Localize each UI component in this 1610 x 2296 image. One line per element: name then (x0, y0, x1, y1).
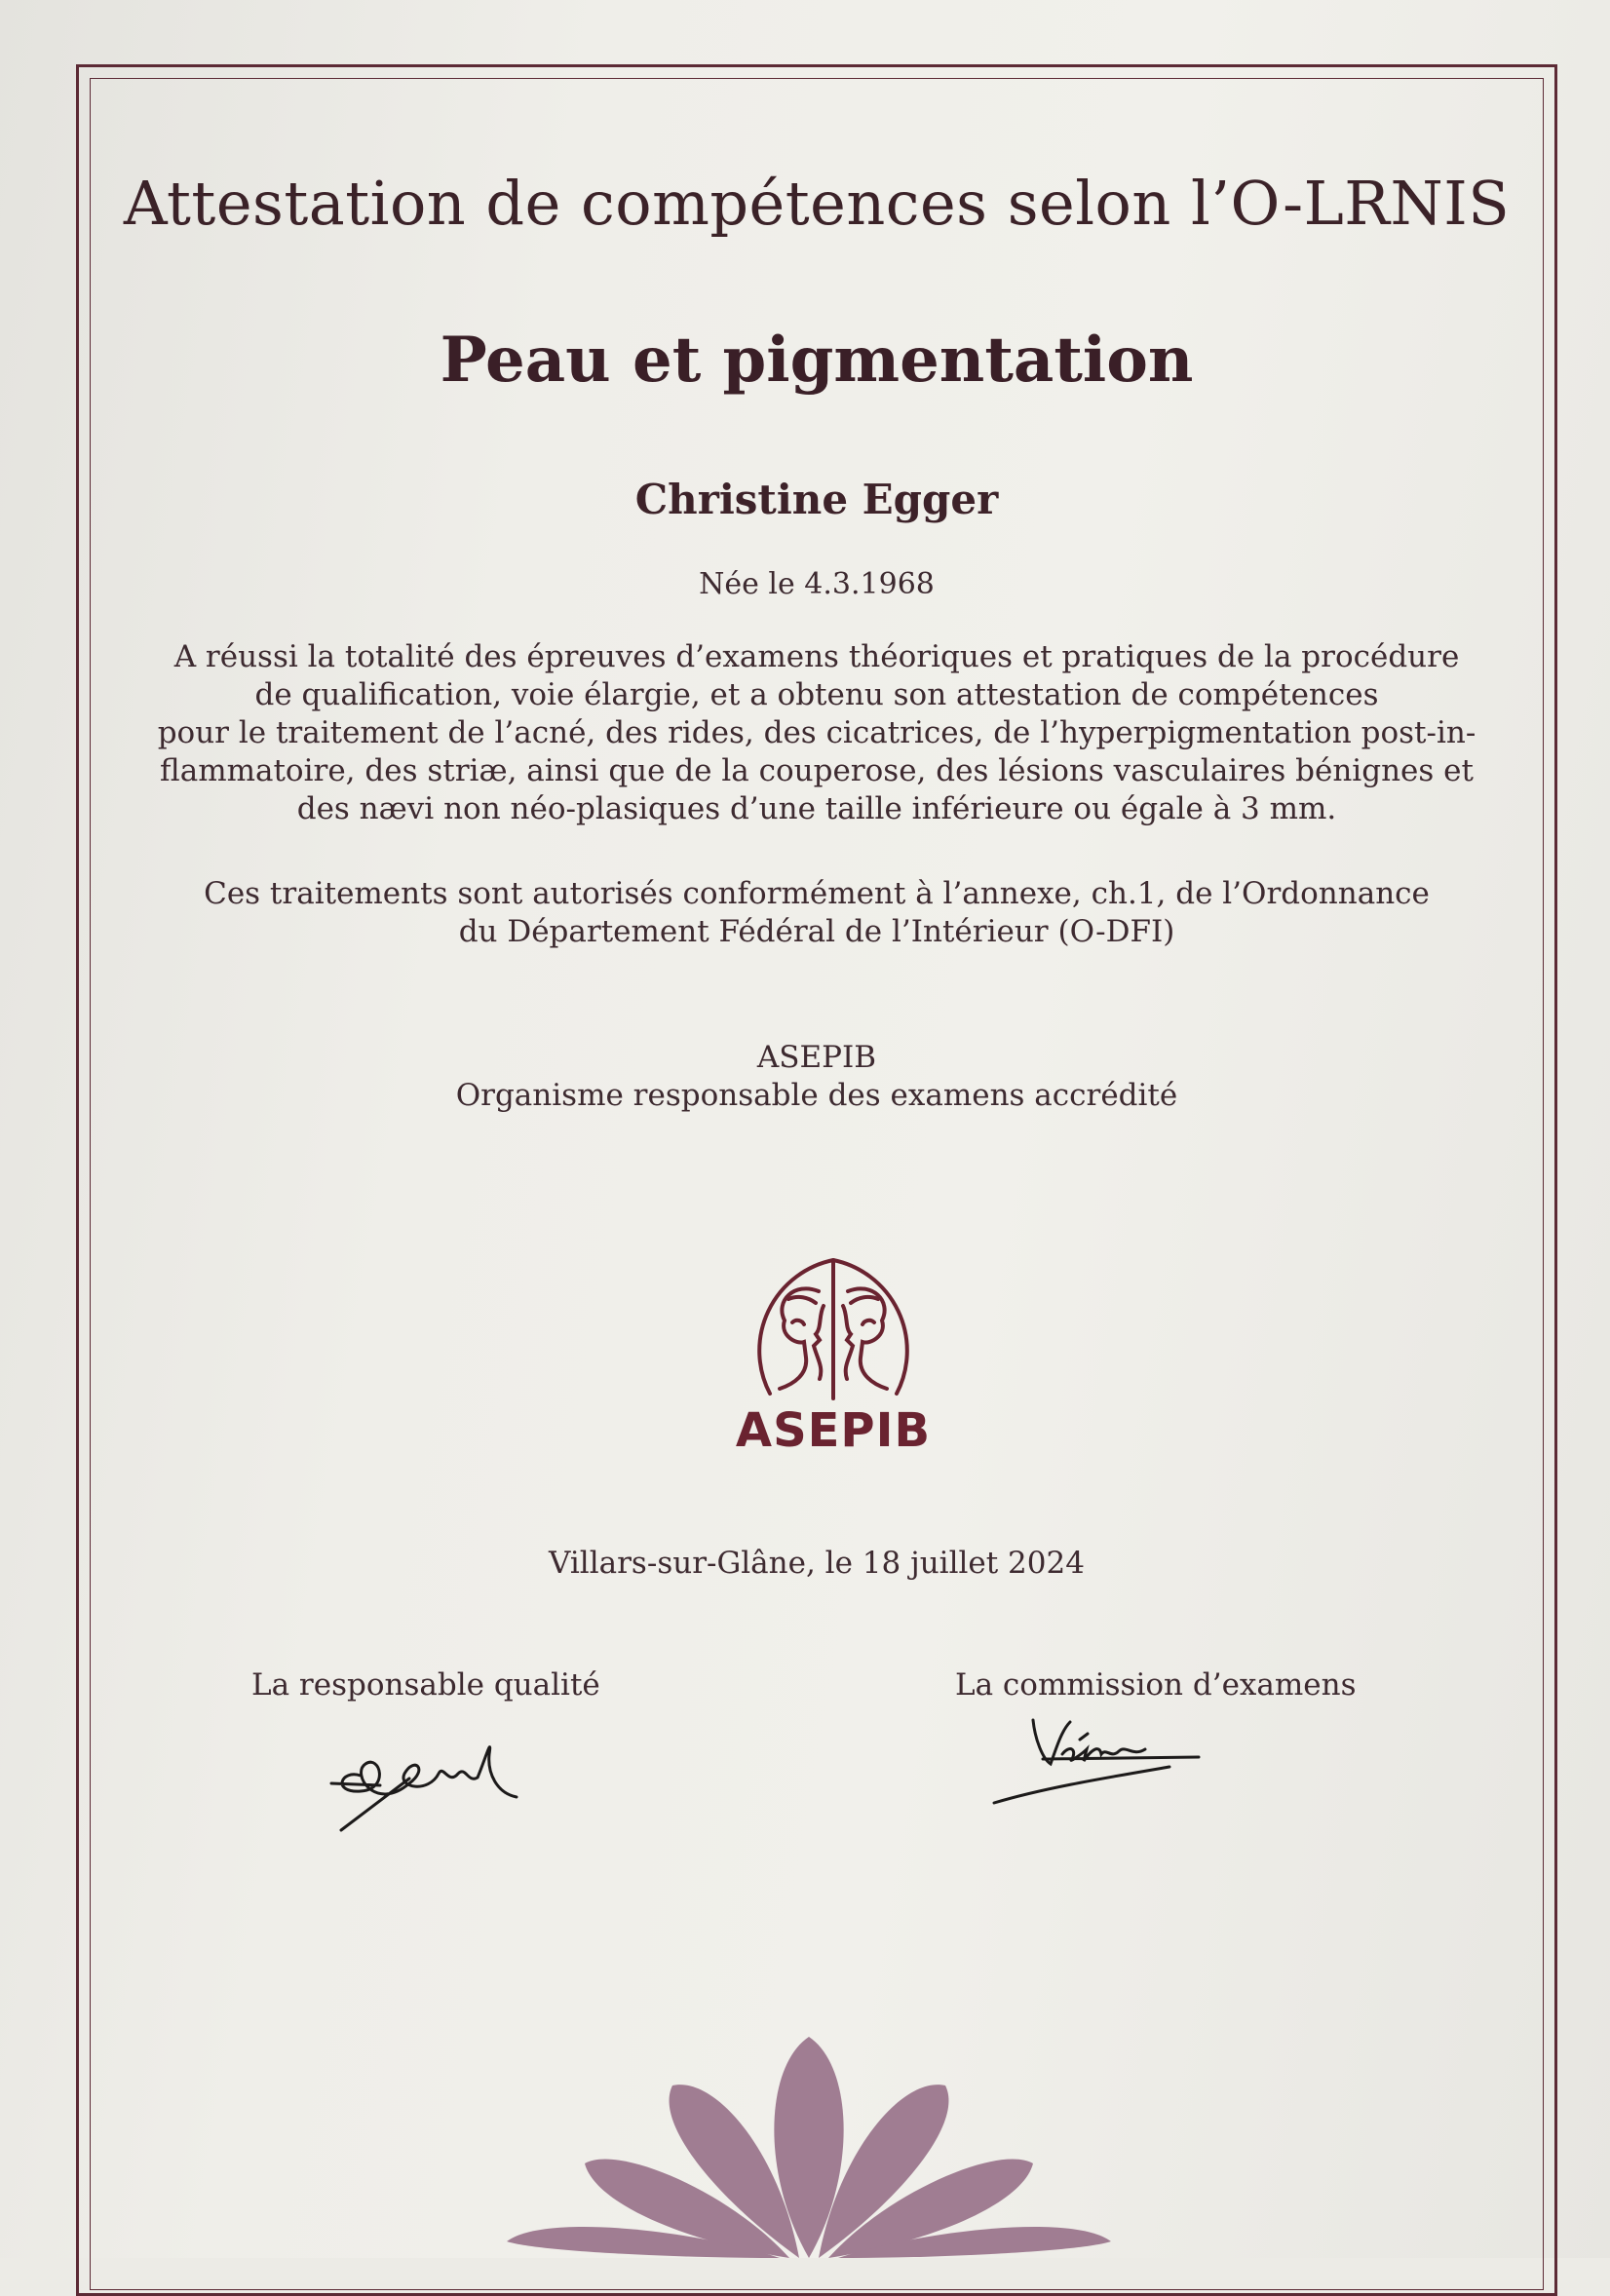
description-line: des nævi non néo-plasiques d’une taille inférieure ou égale à 3 mm. (296, 791, 1337, 826)
signature-commission-icon (965, 1701, 1218, 1818)
birth-date: Née le 4.3.1968 (699, 567, 935, 601)
signature-quality-icon (322, 1715, 546, 1842)
holder-name: Christine Egger (634, 476, 999, 523)
description-line: pour le traitement de l’acné, des rides, des cicatrices, de l’hyperpigmentation post-in- (157, 715, 1476, 750)
organization-block (90, 1039, 1544, 1115)
asepib-logo-icon (726, 1252, 940, 1408)
certificate-title: Attestation de compétences selon l’O-LRNIS (123, 168, 1511, 239)
logo-wordmark: ASEPIB (735, 1403, 932, 1458)
place-date: Villars-sur-Glâne, le 18 juillet 2024 (549, 1546, 1085, 1581)
authorization-line: Ces traitements sont autorisés conformément à l’annexe, ch.1, de l’Ordonnance (204, 876, 1430, 911)
description-line: de qualification, voie élargie, et a obtenu son attestation de compétences (254, 677, 1379, 712)
description-line: flammatoire, des striæ, ainsi que de la couperose, des lésions vasculaires bénignes et (160, 753, 1474, 788)
signatory-label-commission: La commission d’examens (955, 1667, 1357, 1703)
organization-role: Organisme responsable des examens accrédité (455, 1078, 1178, 1113)
organization-name: ASEPIB (756, 1040, 877, 1075)
inner-border (90, 78, 1544, 2290)
decorative-flower-icon (507, 2008, 1111, 2258)
description-line: A réussi la totalité des épreuves d’examens théoriques et pratiques de la procédure (173, 639, 1460, 674)
authorization-paragraph (90, 875, 1544, 951)
certificate-subtitle: Peau et pigmentation (440, 324, 1194, 397)
authorization-line: du Département Fédéral de l’Intérieur (O-DFI) (458, 914, 1175, 949)
description-paragraph (90, 638, 1544, 828)
signatory-label-quality: La responsable qualité (251, 1667, 600, 1703)
